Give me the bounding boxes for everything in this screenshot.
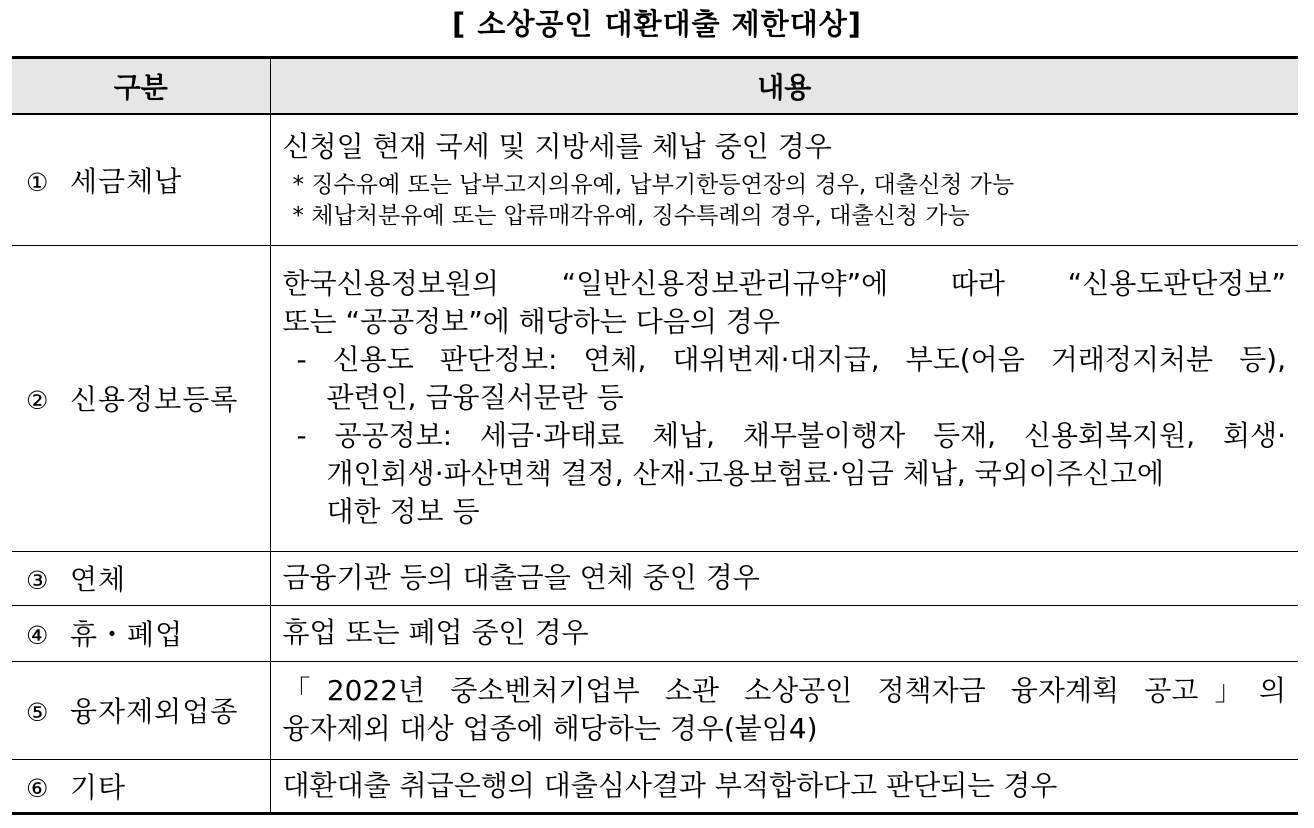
- content-main: 대환대출 취급은행의 대출심사결과 부적합하다고 판단되는 경우: [282, 768, 1058, 802]
- category-cell: [12, 605, 270, 661]
- content-line: 「2022년 중소벤처기업부 소관 소상공인 정책자금 융자계획 공고」의: [282, 674, 1286, 707]
- restriction-table: [12, 56, 1298, 815]
- content-note: * 체납처분유예 또는 압류매각유예, 징수특례의 경우, 대출신청 가능: [292, 202, 970, 229]
- category-label: 신용정보등록: [70, 383, 239, 416]
- content-cell: [270, 605, 1298, 661]
- category-cell: [12, 551, 270, 605]
- table-row: [12, 605, 1298, 661]
- category-label: 융자제외업종: [70, 695, 239, 728]
- content-main: 신청일 현재 국세 및 지방세를 체납 중인 경우: [282, 129, 832, 163]
- row-number: ③: [26, 566, 50, 595]
- content-cell: [270, 114, 1298, 245]
- category-label: 기타: [70, 770, 127, 804]
- content-intro: 한국신용정보원의 “일반신용정보관리규약”에 따라 “신용도판단정보”: [282, 267, 1286, 300]
- content-cell: [270, 759, 1298, 813]
- content-intro: 또는 “공공정보”에 해당하는 다음의 경우: [282, 305, 780, 338]
- content-bullet-continuation: 대한 정보 등: [326, 495, 480, 528]
- content-cell: [270, 551, 1298, 605]
- content-line: 융자제외 대상 업종에 해당하는 경우(붙임4): [282, 712, 818, 745]
- category-cell: [12, 661, 270, 759]
- category-cell: [12, 114, 270, 245]
- content-bullet: - 공공정보: 세금·과태료 체납, 채무불이행자 등재, 신용회복지원, 회생·: [296, 419, 1286, 452]
- header-content: 내용: [270, 58, 1298, 115]
- table-row: [12, 759, 1298, 813]
- content-bullet: - 신용도 판단정보: 연체, 대위변제·대지급, 부도(어음 거래정지처분 등),: [296, 343, 1286, 376]
- content-cell: [270, 245, 1298, 551]
- table-row: [12, 245, 1298, 551]
- category-cell: [12, 245, 270, 551]
- content-bullet-continuation: 관련인, 금융질서문란 등: [326, 381, 624, 414]
- row-number: ⑤: [26, 698, 50, 727]
- row-number: ①: [26, 167, 50, 197]
- table-header-row: [12, 58, 1298, 115]
- content-main: 금융기관 등의 대출금을 연체 중인 경우: [282, 561, 760, 594]
- table-row: [12, 114, 1298, 245]
- content-bullet-continuation: 개인회생·파산면책 결정, 산재·고용보험료·임금 체납, 국외이주신고에: [326, 457, 1164, 490]
- category-label: 세금체납: [70, 164, 183, 198]
- content-note: * 징수유예 또는 납부고지의유예, 납부기한등연장의 경우, 대출신청 가능: [292, 171, 1015, 198]
- header-category: 구분: [12, 58, 270, 115]
- category-cell: [12, 759, 270, 813]
- row-number: ②: [26, 386, 50, 415]
- table-row: [12, 551, 1298, 605]
- page-title: [ 소상공인 대환대출 제한대상]: [452, 7, 862, 41]
- content-cell: [270, 661, 1298, 759]
- category-label: 휴・폐업: [70, 618, 184, 651]
- row-number: ⑥: [26, 773, 50, 803]
- row-number: ④: [26, 621, 50, 650]
- table-row: [12, 661, 1298, 759]
- content-main: 휴업 또는 폐업 중인 경우: [282, 616, 589, 649]
- category-label: 연체: [70, 563, 127, 596]
